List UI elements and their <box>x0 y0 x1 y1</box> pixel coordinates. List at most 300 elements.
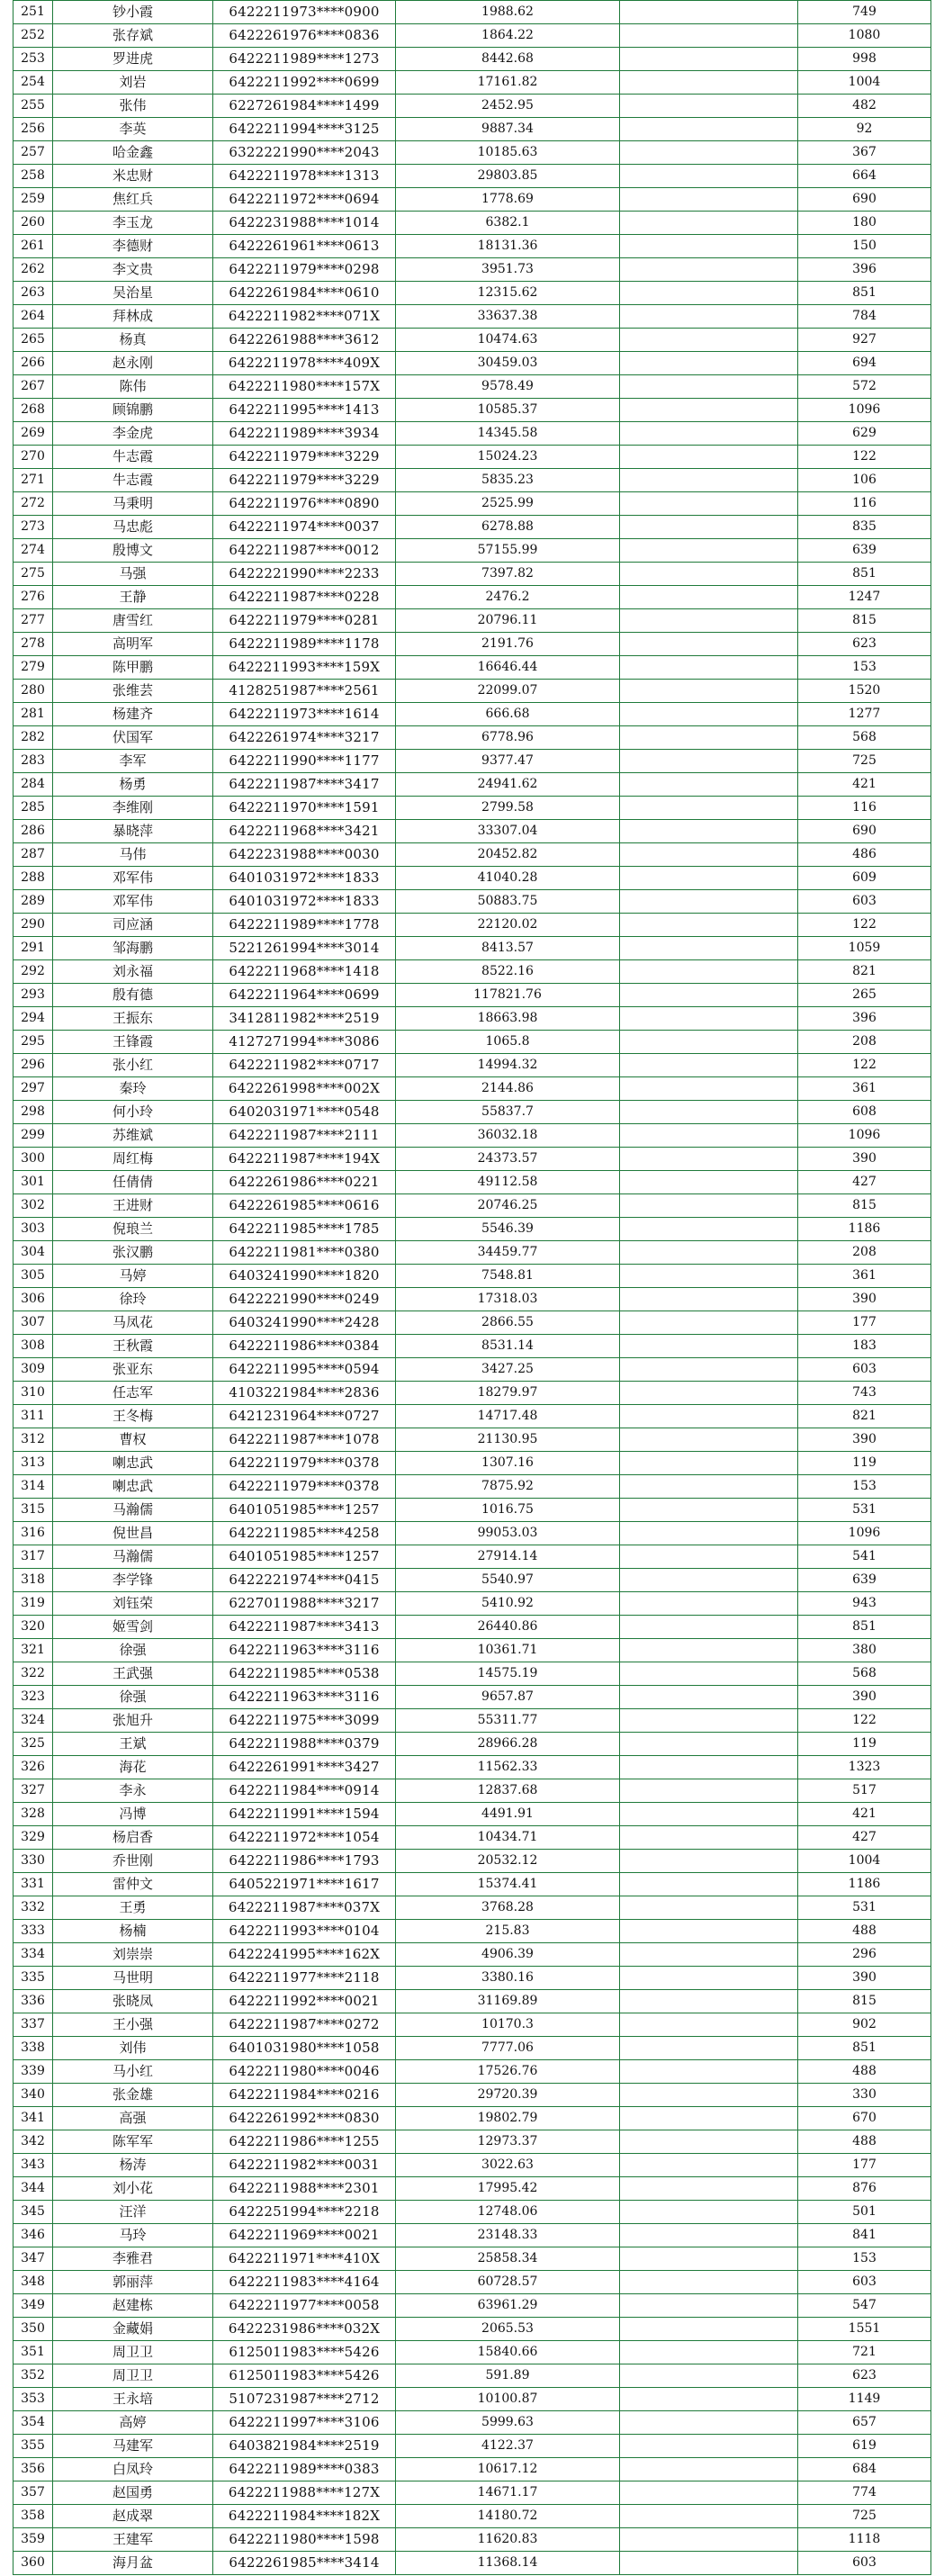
amount-cell: 4491.91 <box>396 1803 620 1826</box>
person-name-cell: 李金虎 <box>53 422 213 446</box>
amount-cell: 3951.73 <box>396 258 620 282</box>
row-number-cell: 360 <box>13 2552 53 2575</box>
count-cell: 749 <box>798 1 931 24</box>
count-cell: 486 <box>798 843 931 867</box>
amount-cell: 2191.76 <box>396 633 620 656</box>
table-row <box>13 2037 931 2060</box>
table-row <box>13 2458 931 2481</box>
id-number-cell: 6422221990****2233 <box>213 563 396 586</box>
amount-cell: 60728.57 <box>396 2271 620 2294</box>
person-name-cell: 刘永福 <box>53 960 213 984</box>
id-number-cell: 6422211987****1078 <box>213 1428 396 1452</box>
empty-cell <box>620 1499 798 1522</box>
id-number-cell: 6422241995****162X <box>213 1943 396 1967</box>
id-number-cell: 6422211989****1778 <box>213 914 396 937</box>
empty-cell <box>620 1475 798 1499</box>
person-name-cell: 周卫卫 <box>53 2364 213 2388</box>
amount-cell: 20746.25 <box>396 1194 620 1218</box>
empty-cell <box>620 1335 798 1358</box>
empty-cell <box>620 2388 798 2411</box>
person-name-cell: 杨真 <box>53 329 213 352</box>
table-row <box>13 609 931 633</box>
row-number-cell: 319 <box>13 1592 53 1616</box>
count-cell: 183 <box>798 1335 931 1358</box>
person-name-cell: 王建军 <box>53 2528 213 2552</box>
amount-cell: 591.89 <box>396 2364 620 2388</box>
count-cell: 841 <box>798 2224 931 2247</box>
person-name-cell: 张旭升 <box>53 1709 213 1733</box>
count-cell: 153 <box>798 2247 931 2271</box>
row-number-cell: 277 <box>13 609 53 633</box>
empty-cell <box>620 1569 798 1592</box>
person-name-cell: 王冬梅 <box>53 1405 213 1428</box>
empty-cell <box>620 1639 798 1662</box>
row-number-cell: 304 <box>13 1241 53 1265</box>
row-number-cell: 272 <box>13 492 53 516</box>
row-number-cell: 345 <box>13 2201 53 2224</box>
person-name-cell: 李雅君 <box>53 2247 213 2271</box>
count-cell: 851 <box>798 2037 931 2060</box>
id-number-cell: 6422231988****1014 <box>213 212 396 235</box>
table-row <box>13 24 931 48</box>
empty-cell <box>620 1452 798 1475</box>
table-row <box>13 2552 931 2575</box>
row-number-cell: 282 <box>13 726 53 750</box>
count-cell: 603 <box>798 1358 931 1382</box>
id-number-cell: 6422211963****3116 <box>213 1639 396 1662</box>
amount-cell: 15024.23 <box>396 446 620 469</box>
empty-cell <box>620 914 798 937</box>
data-table <box>13 0 931 2575</box>
table-row <box>13 2341 931 2364</box>
id-number-cell: 6422211992****0021 <box>213 1990 396 2013</box>
id-number-cell: 6422261998****002X <box>213 1077 396 1101</box>
person-name-cell: 李维刚 <box>53 797 213 820</box>
count-cell: 1186 <box>798 1873 931 1896</box>
id-number-cell: 6422211979****0281 <box>213 609 396 633</box>
person-name-cell: 殷博文 <box>53 539 213 563</box>
person-name-cell: 李英 <box>53 118 213 141</box>
empty-cell <box>620 890 798 914</box>
id-number-cell: 6422211982****0717 <box>213 1054 396 1077</box>
person-name-cell: 王锋霞 <box>53 1031 213 1054</box>
empty-cell <box>620 1077 798 1101</box>
person-name-cell: 周红梅 <box>53 1148 213 1171</box>
row-number-cell: 284 <box>13 773 53 797</box>
id-number-cell: 6401031980****1058 <box>213 2037 396 2060</box>
count-cell: 541 <box>798 1545 931 1569</box>
row-number-cell: 280 <box>13 680 53 703</box>
id-number-cell: 6422211988****2301 <box>213 2177 396 2201</box>
empty-cell <box>620 165 798 188</box>
row-number-cell: 293 <box>13 984 53 1007</box>
id-number-cell: 6421231964****0727 <box>213 1405 396 1428</box>
table-row <box>13 1826 931 1850</box>
amount-cell: 24941.62 <box>396 773 620 797</box>
empty-cell <box>620 1896 798 1920</box>
person-name-cell: 苏维斌 <box>53 1124 213 1148</box>
count-cell: 743 <box>798 1382 931 1405</box>
person-name-cell: 焦红兵 <box>53 188 213 212</box>
count-cell: 694 <box>798 352 931 375</box>
person-name-cell: 倪世昌 <box>53 1522 213 1545</box>
count-cell: 774 <box>798 2481 931 2505</box>
person-name-cell: 周卫卫 <box>53 2341 213 2364</box>
table-row <box>13 843 931 867</box>
id-number-cell: 6403241990****1820 <box>213 1265 396 1288</box>
person-name-cell: 何小玲 <box>53 1101 213 1124</box>
table-row <box>13 1545 931 1569</box>
row-number-cell: 278 <box>13 633 53 656</box>
row-number-cell: 337 <box>13 2013 53 2037</box>
amount-cell: 99053.03 <box>396 1522 620 1545</box>
amount-cell: 5835.23 <box>396 469 620 492</box>
person-name-cell: 杨勇 <box>53 773 213 797</box>
id-number-cell: 6422211979****0378 <box>213 1475 396 1499</box>
table-row <box>13 1943 931 1967</box>
empty-cell <box>620 656 798 680</box>
count-cell: 902 <box>798 2013 931 2037</box>
amount-cell: 20796.11 <box>396 609 620 633</box>
person-name-cell: 张维芸 <box>53 680 213 703</box>
amount-cell: 1778.69 <box>396 188 620 212</box>
id-number-cell: 6422211986****1255 <box>213 2130 396 2154</box>
id-number-cell: 6422261988****3612 <box>213 329 396 352</box>
id-number-cell: 6422211979****3229 <box>213 469 396 492</box>
amount-cell: 17526.76 <box>396 2060 620 2084</box>
person-name-cell: 汪洋 <box>53 2201 213 2224</box>
count-cell: 531 <box>798 1499 931 1522</box>
person-name-cell: 马玲 <box>53 2224 213 2247</box>
count-cell: 851 <box>798 563 931 586</box>
count-cell: 92 <box>798 118 931 141</box>
empty-cell <box>620 2411 798 2435</box>
row-number-cell: 320 <box>13 1616 53 1639</box>
empty-cell <box>620 352 798 375</box>
person-name-cell: 喇忠武 <box>53 1452 213 1475</box>
person-name-cell: 张金雄 <box>53 2084 213 2107</box>
count-cell: 122 <box>798 446 931 469</box>
row-number-cell: 325 <box>13 1733 53 1756</box>
id-number-cell: 6422211979****3229 <box>213 446 396 469</box>
amount-cell: 9377.47 <box>396 750 620 773</box>
row-number-cell: 350 <box>13 2318 53 2341</box>
empty-cell <box>620 1920 798 1943</box>
id-number-cell: 6422211989****1273 <box>213 48 396 71</box>
row-number-cell: 305 <box>13 1265 53 1288</box>
table-row <box>13 1756 931 1779</box>
count-cell: 390 <box>798 1686 931 1709</box>
person-name-cell: 姬雪剑 <box>53 1616 213 1639</box>
person-name-cell: 张伟 <box>53 95 213 118</box>
table-row <box>13 1241 931 1265</box>
empty-cell <box>620 95 798 118</box>
person-name-cell: 钞小霞 <box>53 1 213 24</box>
id-number-cell: 6422211977****2118 <box>213 1967 396 1990</box>
id-number-cell: 6422261974****3217 <box>213 726 396 750</box>
count-cell: 421 <box>798 773 931 797</box>
row-number-cell: 302 <box>13 1194 53 1218</box>
id-number-cell: 6422261961****0613 <box>213 235 396 258</box>
table-row <box>13 2271 931 2294</box>
table-row <box>13 1405 931 1428</box>
table-row <box>13 2247 931 2271</box>
table-row <box>13 1592 931 1616</box>
count-cell: 821 <box>798 960 931 984</box>
amount-cell: 3768.28 <box>396 1896 620 1920</box>
row-number-cell: 255 <box>13 95 53 118</box>
count-cell: 265 <box>798 984 931 1007</box>
empty-cell <box>620 1101 798 1124</box>
row-number-cell: 268 <box>13 399 53 422</box>
amount-cell: 5410.92 <box>396 1592 620 1616</box>
amount-cell: 17161.82 <box>396 71 620 95</box>
empty-cell <box>620 2247 798 2271</box>
amount-cell: 14717.48 <box>396 1405 620 1428</box>
table-row <box>13 329 931 352</box>
empty-cell <box>620 2107 798 2130</box>
count-cell: 390 <box>798 1288 931 1311</box>
empty-cell <box>620 422 798 446</box>
empty-cell <box>620 820 798 843</box>
count-cell: 122 <box>798 1709 931 1733</box>
count-cell: 153 <box>798 1475 931 1499</box>
person-name-cell: 刘崇崇 <box>53 1943 213 1967</box>
person-name-cell: 海花 <box>53 1756 213 1779</box>
row-number-cell: 349 <box>13 2294 53 2318</box>
table-row <box>13 1124 931 1148</box>
row-number-cell: 287 <box>13 843 53 867</box>
amount-cell: 31169.89 <box>396 1990 620 2013</box>
person-name-cell: 陈军军 <box>53 2130 213 2154</box>
row-number-cell: 321 <box>13 1639 53 1662</box>
empty-cell <box>620 1405 798 1428</box>
person-name-cell: 高强 <box>53 2107 213 2130</box>
table-row <box>13 586 931 609</box>
count-cell: 390 <box>798 1148 931 1171</box>
id-number-cell: 6422211969****0021 <box>213 2224 396 2247</box>
count-cell: 725 <box>798 750 931 773</box>
id-number-cell: 6422211987****3413 <box>213 1616 396 1639</box>
table-row <box>13 1031 931 1054</box>
row-number-cell: 336 <box>13 1990 53 2013</box>
empty-cell <box>620 2201 798 2224</box>
row-number-cell: 358 <box>13 2505 53 2528</box>
table-row <box>13 2177 931 2201</box>
table-row <box>13 1639 931 1662</box>
empty-cell <box>620 680 798 703</box>
id-number-cell: 6422211989****3934 <box>213 422 396 446</box>
amount-cell: 14671.17 <box>396 2481 620 2505</box>
count-cell: 943 <box>798 1592 931 1616</box>
id-number-cell: 6422211981****0380 <box>213 1241 396 1265</box>
id-number-cell: 6422211978****1313 <box>213 165 396 188</box>
id-number-cell: 6422231988****0030 <box>213 843 396 867</box>
person-name-cell: 司应涵 <box>53 914 213 937</box>
row-number-cell: 347 <box>13 2247 53 2271</box>
empty-cell <box>620 539 798 563</box>
row-number-cell: 269 <box>13 422 53 446</box>
empty-cell <box>620 2318 798 2341</box>
amount-cell: 9657.87 <box>396 1686 620 1709</box>
row-number-cell: 353 <box>13 2388 53 2411</box>
id-number-cell: 6422211979****0298 <box>213 258 396 282</box>
amount-cell: 29803.85 <box>396 165 620 188</box>
row-number-cell: 339 <box>13 2060 53 2084</box>
amount-cell: 26440.86 <box>396 1616 620 1639</box>
count-cell: 815 <box>798 1990 931 2013</box>
table-row <box>13 1452 931 1475</box>
id-number-cell: 6403821984****2519 <box>213 2435 396 2458</box>
row-number-cell: 351 <box>13 2341 53 2364</box>
person-name-cell: 殷有德 <box>53 984 213 1007</box>
amount-cell: 20452.82 <box>396 843 620 867</box>
id-number-cell: 6422211988****0379 <box>213 1733 396 1756</box>
row-number-cell: 309 <box>13 1358 53 1382</box>
empty-cell <box>620 609 798 633</box>
amount-cell: 18279.97 <box>396 1382 620 1405</box>
empty-cell <box>620 2224 798 2247</box>
count-cell: 296 <box>798 1943 931 1967</box>
person-name-cell: 郭丽萍 <box>53 2271 213 2294</box>
id-number-cell: 6422211982****071X <box>213 305 396 329</box>
table-row <box>13 867 931 890</box>
amount-cell: 12748.06 <box>396 2201 620 2224</box>
id-number-cell: 6422211987****2111 <box>213 1124 396 1148</box>
person-name-cell: 马瀚儒 <box>53 1499 213 1522</box>
table-row <box>13 1896 931 1920</box>
table-row <box>13 1101 931 1124</box>
count-cell: 1551 <box>798 2318 931 2341</box>
id-number-cell: 6422211989****1178 <box>213 633 396 656</box>
row-number-cell: 338 <box>13 2037 53 2060</box>
row-number-cell: 261 <box>13 235 53 258</box>
row-number-cell: 359 <box>13 2528 53 2552</box>
amount-cell: 5540.97 <box>396 1569 620 1592</box>
amount-cell: 11620.83 <box>396 2528 620 2552</box>
id-number-cell: 6422261986****0221 <box>213 1171 396 1194</box>
amount-cell: 8522.16 <box>396 960 620 984</box>
empty-cell <box>620 1709 798 1733</box>
row-number-cell: 299 <box>13 1124 53 1148</box>
amount-cell: 3427.25 <box>396 1358 620 1382</box>
person-name-cell: 马小红 <box>53 2060 213 2084</box>
row-number-cell: 256 <box>13 118 53 141</box>
row-number-cell: 311 <box>13 1405 53 1428</box>
table-row <box>13 1194 931 1218</box>
count-cell: 380 <box>798 1639 931 1662</box>
count-cell: 1277 <box>798 703 931 726</box>
count-cell: 488 <box>798 2130 931 2154</box>
empty-cell <box>620 1171 798 1194</box>
count-cell: 815 <box>798 1194 931 1218</box>
amount-cell: 41040.28 <box>396 867 620 890</box>
amount-cell: 8442.68 <box>396 48 620 71</box>
person-name-cell: 李文贵 <box>53 258 213 282</box>
table-row <box>13 2201 931 2224</box>
amount-cell: 2452.95 <box>396 95 620 118</box>
table-row <box>13 1779 931 1803</box>
count-cell: 608 <box>798 1101 931 1124</box>
amount-cell: 10361.71 <box>396 1639 620 1662</box>
person-name-cell: 陈甲鹏 <box>53 656 213 680</box>
amount-cell: 18131.36 <box>396 235 620 258</box>
amount-cell: 10474.63 <box>396 329 620 352</box>
row-number-cell: 270 <box>13 446 53 469</box>
amount-cell: 10185.63 <box>396 141 620 165</box>
amount-cell: 16646.44 <box>396 656 620 680</box>
row-number-cell: 314 <box>13 1475 53 1499</box>
row-number-cell: 329 <box>13 1826 53 1850</box>
person-name-cell: 邹海鹏 <box>53 937 213 960</box>
empty-cell <box>620 2341 798 2364</box>
row-number-cell: 348 <box>13 2271 53 2294</box>
person-name-cell: 顾锦鹏 <box>53 399 213 422</box>
row-number-cell: 334 <box>13 1943 53 1967</box>
id-number-cell: 6422211974****0037 <box>213 516 396 539</box>
person-name-cell: 王小强 <box>53 2013 213 2037</box>
row-number-cell: 333 <box>13 1920 53 1943</box>
row-number-cell: 292 <box>13 960 53 984</box>
amount-cell: 2065.53 <box>396 2318 620 2341</box>
id-number-cell: 6125011983****5426 <box>213 2364 396 2388</box>
table-row <box>13 2084 931 2107</box>
empty-cell <box>620 750 798 773</box>
row-number-cell: 279 <box>13 656 53 680</box>
count-cell: 390 <box>798 1967 931 1990</box>
count-cell: 725 <box>798 2505 931 2528</box>
id-number-cell: 6422231986****032X <box>213 2318 396 2341</box>
empty-cell <box>620 2013 798 2037</box>
amount-cell: 8531.14 <box>396 1335 620 1358</box>
amount-cell: 25858.34 <box>396 2247 620 2271</box>
id-number-cell: 6422211968****1418 <box>213 960 396 984</box>
amount-cell: 7875.92 <box>396 1475 620 1499</box>
amount-cell: 10617.12 <box>396 2458 620 2481</box>
id-number-cell: 6422211993****159X <box>213 656 396 680</box>
table-row <box>13 118 931 141</box>
amount-cell: 55311.77 <box>396 1709 620 1733</box>
amount-cell: 34459.77 <box>396 1241 620 1265</box>
person-name-cell: 徐强 <box>53 1639 213 1662</box>
empty-cell <box>620 446 798 469</box>
count-cell: 488 <box>798 2060 931 2084</box>
empty-cell <box>620 703 798 726</box>
empty-cell <box>620 1662 798 1686</box>
empty-cell <box>620 2084 798 2107</box>
amount-cell: 12837.68 <box>396 1779 620 1803</box>
table-row <box>13 539 931 563</box>
row-number-cell: 276 <box>13 586 53 609</box>
table-row <box>13 703 931 726</box>
table-row <box>13 1265 931 1288</box>
count-cell: 1247 <box>798 586 931 609</box>
row-number-cell: 289 <box>13 890 53 914</box>
table-row <box>13 1054 931 1077</box>
amount-cell: 2866.55 <box>396 1311 620 1335</box>
empty-cell <box>620 2037 798 2060</box>
person-name-cell: 拜林成 <box>53 305 213 329</box>
empty-cell <box>620 726 798 750</box>
count-cell: 568 <box>798 726 931 750</box>
row-number-cell: 273 <box>13 516 53 539</box>
empty-cell <box>620 258 798 282</box>
person-name-cell: 暴晓萍 <box>53 820 213 843</box>
person-name-cell: 王斌 <box>53 1733 213 1756</box>
count-cell: 876 <box>798 2177 931 2201</box>
id-number-cell: 6403241990****2428 <box>213 1311 396 1335</box>
count-cell: 623 <box>798 633 931 656</box>
